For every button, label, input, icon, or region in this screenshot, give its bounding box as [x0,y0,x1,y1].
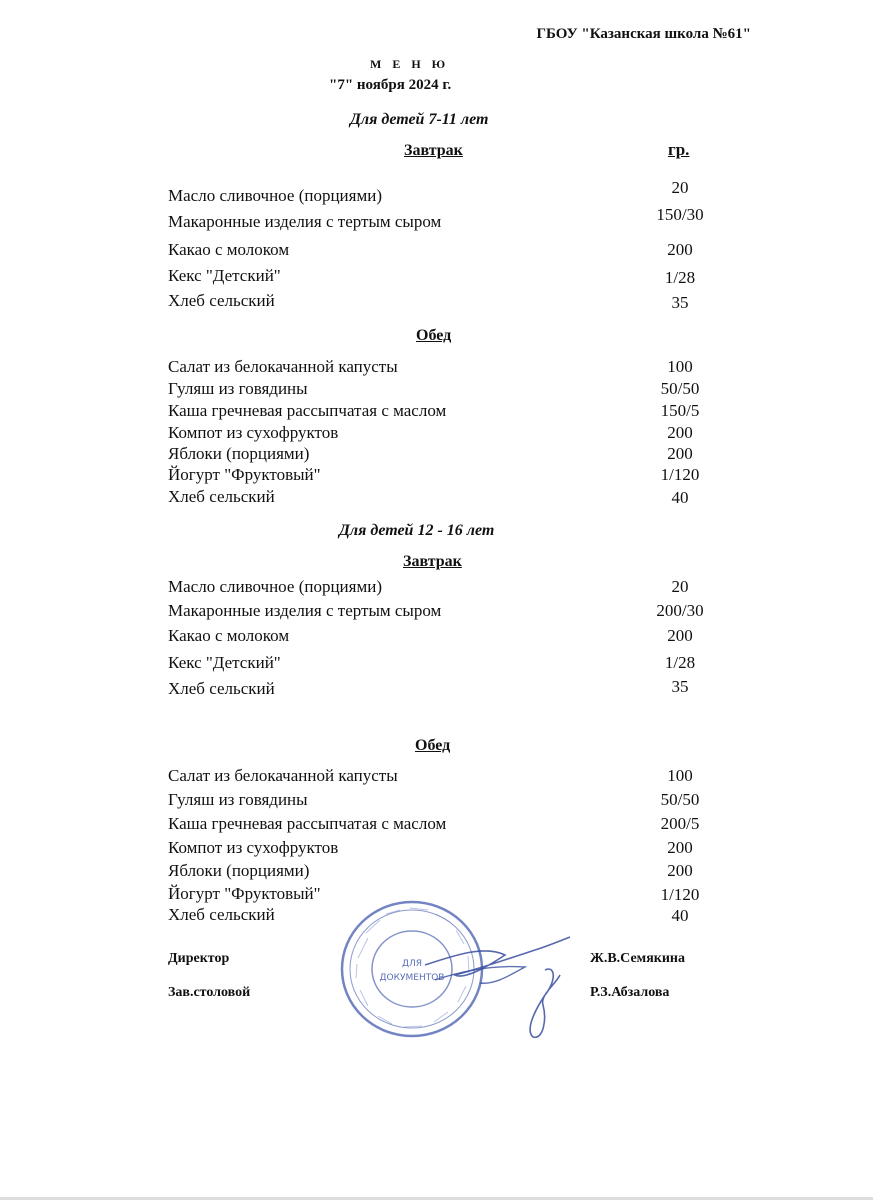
menu-item-name: Масло сливочное (порциями) [168,577,382,596]
menu-item-gram: 50/50 [660,379,700,398]
director-role: Директор [168,951,230,966]
menu-item-gram: 100 [667,766,693,785]
menu-item-gram: 200/5 [660,814,700,833]
menu-item-gram: 200 [667,861,693,880]
age-group-2-heading: Для детей 12 - 16 лет [339,522,495,539]
menu-item-gram: 150/5 [660,401,700,420]
menu-item-name: Какао с молоком [168,240,290,259]
menu-item-gram: 200 [667,423,693,442]
director-name: Ж.В.Семякина [590,951,685,966]
menu-title: М Е Н Ю [370,57,450,71]
group-2-breakfast-heading: Завтрак [403,553,462,570]
canteen-name: Р.З.Абзалова [590,985,670,1000]
group-1-lunch-heading: Обед [416,327,452,344]
menu-item-name: Кекс "Детский" [168,266,281,285]
school-name: ГБОУ "Казанская школа №61" [536,26,751,42]
menu-item-name: Йогурт "Фруктовый" [168,465,321,484]
group-1-breakfast-heading: Завтрак [404,142,463,159]
menu-item-gram: 40 [671,906,689,925]
group-2-lunch-heading: Обед [415,737,451,754]
menu-item-name: Гуляш из говядины [168,790,308,809]
menu-item-name: Кекс "Детский" [168,653,281,672]
menu-item-name: Гуляш из говядины [168,379,308,398]
menu-item-gram: 20 [671,577,689,596]
stamp-center-line-1: ДЛЯ [401,959,423,969]
menu-item-name: Макаронные изделия с тертым сыром [168,212,442,231]
menu-item-name: Салат из белокачанной капусты [168,766,398,785]
menu-item-gram: 200 [667,838,693,857]
menu-item-gram: 1/28 [664,268,696,287]
menu-item-gram: 200/30 [656,601,704,620]
menu-item-gram: 40 [671,488,689,507]
menu-item-name: Яблоки (порциями) [168,861,310,880]
menu-item-name: Масло сливочное (порциями) [168,186,382,205]
menu-date: "7" ноября 2024 г. [329,77,452,93]
menu-item-name: Яблоки (порциями) [168,444,310,463]
menu-item-name: Макаронные изделия с тертым сыром [168,601,442,620]
menu-item-gram: 200 [667,626,693,645]
grams-unit-header: гр. [668,140,690,159]
menu-item-name: Каша гречневая рассыпчатая с маслом [168,814,447,833]
menu-item-name: Каша гречневая рассыпчатая с маслом [168,401,447,420]
menu-item-name: Хлеб сельский [168,487,275,506]
menu-item-name: Хлеб сельский [168,679,275,698]
menu-item-name: Салат из белокачанной капусты [168,357,398,376]
menu-item-name: Хлеб сельский [168,905,275,924]
menu-item-name: Йогурт "Фруктовый" [168,884,321,903]
menu-item-gram: 20 [671,178,689,197]
menu-item-gram: 35 [671,293,689,312]
menu-item-gram: 200 [667,240,693,259]
canteen-role: Зав.столовой [168,985,251,1000]
menu-item-gram: 1/120 [660,885,700,904]
menu-item-gram: 50/50 [660,790,700,809]
menu-item-gram: 200 [667,444,693,463]
menu-item-name: Хлеб сельский [168,291,275,310]
handwritten-signature-icon [395,925,595,1045]
menu-item-gram: 1/28 [664,653,696,672]
menu-item-gram: 100 [667,357,693,376]
menu-item-name: Компот из сухофруктов [168,838,339,857]
age-group-1-heading: Для детей 7-11 лет [350,111,489,128]
stamp-center-line-2: ДОКУМЕНТОВ [379,973,445,983]
menu-item-gram: 150/30 [656,205,704,224]
menu-item-gram: 1/120 [660,465,700,484]
menu-item-gram: 35 [671,677,689,696]
menu-item-name: Какао с молоком [168,626,290,645]
menu-item-name: Компот из сухофруктов [168,423,339,442]
